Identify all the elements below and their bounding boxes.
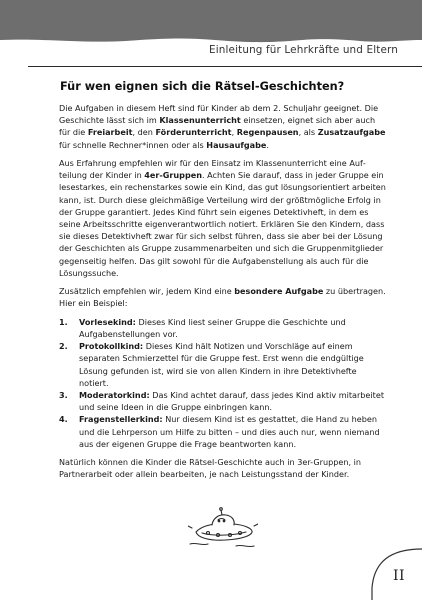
body-text [59,102,388,487]
section-heading: Für wen eignen sich die Rätsel-Geschichten? [60,80,345,93]
list-item: 4. Fragenstellerkind: Nur diesem Kind ist es gestattet, die Hand zu heben und die Lehrperson um Hilfe zu bitten – und dies auch nur, wenn niemand aus der eigenen Gruppe die Frage beantworten kann. [59,414,380,449]
list-item: 1. Vorlesekind: Dieses Kind liest seiner Gruppe die Geschichte und Aufgabenstellungen vor. [59,316,346,340]
decorative-corner-curve [330,548,422,604]
paragraph-closing: Natürlich können die Kinder die Rätsel-Geschichte auch in 3er-Gruppen, in Partnerarbeit oder allein bearbeiten, je nach Leistungsstand der Kinder. [59,457,361,480]
list-item: 2. Protokollkind: Dieses Kind hält Notizen und Vorschläge auf einem separaten Schmierzettel für die Gruppe fest. Erst wenn die endgültige Lösung gefunden ist, wird sie von allen Kindern in ihre Detektivhefte notiert. [59,341,364,388]
paragraph-intro: Die Aufgaben in diesem Heft sind für Kinder ab dem 2. Schuljahr geeignet. Die Geschichte lässt sich im Klassenunterricht einsetzen, eignet sich aber auch für die Freiarbeit, den Förderunterricht, Regenpausen, als Zusatzaufgabe für schnelle Rechner*innen oder als Hausaufgabe. [59,103,386,150]
ufo-icon [188,506,258,552]
header-rule [28,66,422,67]
running-header: Einleitung für Lehrkräfte und Eltern [209,44,398,56]
ufo-illustration [188,506,258,556]
paragraph-roles-intro: Zusätzlich empfehlen wir, jedem Kind eine besondere Aufgabe zu übertragen. Hier ein Beispiel: [59,286,386,309]
torn-edge-graphic [0,0,422,46]
page-number: II [393,568,406,584]
roles-list [59,316,388,450]
decorative-top-band [0,0,422,46]
paragraph-groups: Aus Erfahrung empfehlen wir für den Einsatz im Klassenunterricht eine Aufteilung der Kinder in 4er-Gruppen. Achten Sie darauf, dass in jeder Gruppe ein lesestarkes, ein rechenstarkes sowie ein Kind, das gut lösungsorientiert arbeiten kann, ist. Durch diese gleichmäßige Verteilung wird der größtmögliche Erfolg in der Gruppe garantiert. Jedes Kind führt sein eigenes Detektivheft, in dem es seine Arbeitsschritte eigenverantwortlich notiert. Erklären Sie den Kindern, dass sie dieses Detektivheft zwar für sich selbst führen, dass sie aber bei der Lösung der Geschichten als Gruppe zusammenarbeiten und sich die Gruppenmitglieder gegenseitig helfen. Das gilt sowohl für die Aufgabenstellung als auch für die Lösungssuche. [59,158,386,278]
list-item: 3. Moderatorkind: Das Kind achtet darauf, dass jedes Kind aktiv mitarbeitet und seine Ideen in die Gruppe einbringen kann. [59,390,384,413]
corner-curve-graphic [330,548,422,600]
